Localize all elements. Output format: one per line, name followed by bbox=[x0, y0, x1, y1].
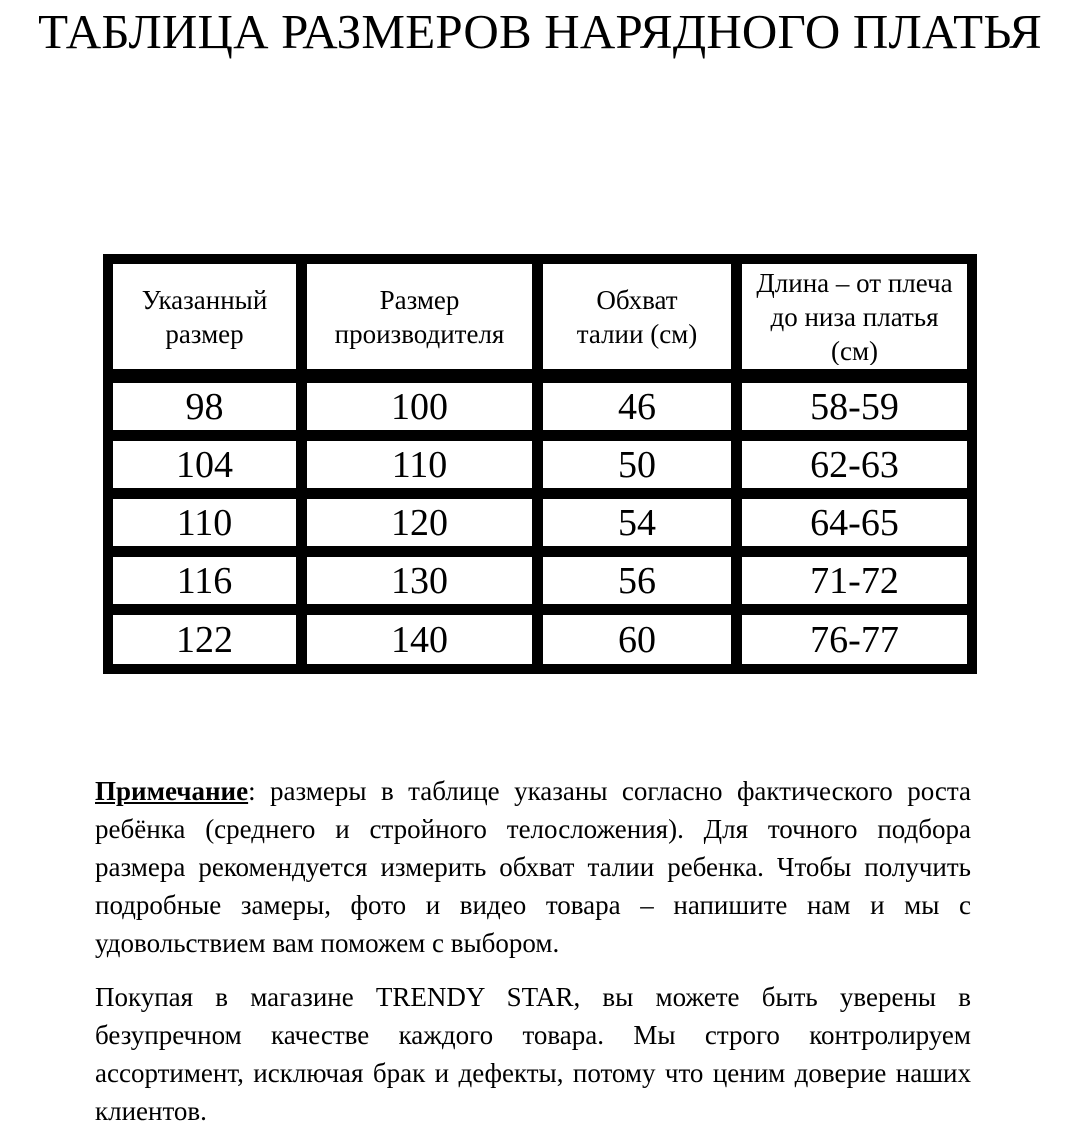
note-text: : размеры в таблице указаны согласно фактического роста ребёнка (среднего и стройного телосложения). Для точного подбора размера рекомендуется измерить обхват талии ребенка. Чтобы получить подробные замеры, фото и видео товара – напишите нам и мы с удовольствием вам поможем с выбором. bbox=[95, 776, 971, 958]
table-cell: 122 bbox=[109, 611, 300, 668]
header-cell-length bbox=[738, 260, 971, 373]
table-cell: 71-72 bbox=[738, 553, 971, 608]
header-cell-indicated-size bbox=[109, 260, 300, 373]
table-cell: 54 bbox=[539, 495, 735, 550]
header-cell-manufacturer-size bbox=[303, 260, 536, 373]
note-section bbox=[95, 772, 971, 1146]
note-label: Примечание bbox=[95, 776, 249, 806]
table-cell: 110 bbox=[109, 495, 300, 550]
table-cell: 50 bbox=[539, 437, 735, 492]
header-label: Длина – от плеча до низа платья (см) bbox=[756, 267, 953, 366]
table-cell: 98 bbox=[109, 379, 300, 434]
page-title: ТАБЛИЦА РАЗМЕРОВ НАРЯДНОГО ПЛАТЬЯ bbox=[38, 4, 1042, 59]
table-cell: 116 bbox=[109, 553, 300, 608]
table-cell: 130 bbox=[303, 553, 536, 608]
header-label: Указанный размер bbox=[141, 284, 268, 349]
table-cell: 56 bbox=[539, 553, 735, 608]
table-cell: 140 bbox=[303, 611, 536, 668]
table-cell: 76-77 bbox=[738, 611, 971, 668]
note-paragraph bbox=[95, 772, 971, 962]
store-paragraph: Покупая в магазине TRENDY STAR, вы можете быть уверены в безупречном качестве каждого товара. Мы строго контролируем ассортимент, исключая брак и дефекты, потому что ценим доверие наших клиентов. bbox=[95, 982, 971, 1126]
table-cell: 104 bbox=[109, 437, 300, 492]
header-cell-waist bbox=[539, 260, 735, 373]
table-cell: 110 bbox=[303, 437, 536, 492]
table-cell: 120 bbox=[303, 495, 536, 550]
table-cell: 60 bbox=[539, 611, 735, 668]
table-cell: 100 bbox=[303, 379, 536, 434]
size-table bbox=[103, 254, 977, 674]
header-label: Размер производителя bbox=[334, 284, 505, 349]
table-cell: 62-63 bbox=[738, 437, 971, 492]
header-label: Обхват талии (см) bbox=[576, 284, 698, 349]
table-cell: 64-65 bbox=[738, 495, 971, 550]
table-cell: 46 bbox=[539, 379, 735, 434]
table-cell: 58-59 bbox=[738, 379, 971, 434]
